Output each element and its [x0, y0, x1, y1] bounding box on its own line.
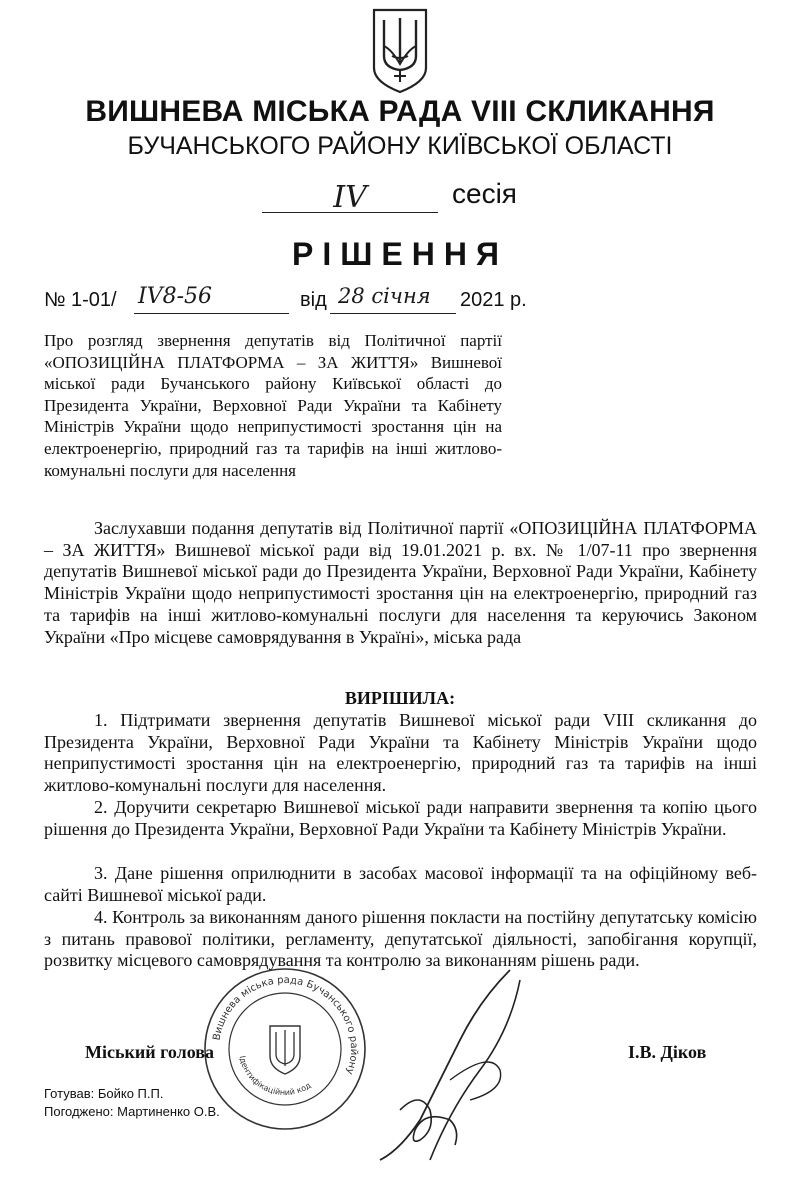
resolution-item-text: 3. Дане рішення оприлюднити в засобах масової інформації та на офіційному веб-сайті Вишневої міської ради.	[44, 863, 757, 905]
resolution-item-text: 4. Контроль за виконанням даного рішення покласти на постійну депутатську комісію з питань правової політики, регламенту, депутатської діяльності, запобігання корупції, розвитку місцевого самоврядування та контролю за виконанням рішень ради.	[44, 907, 757, 971]
resolution-item	[44, 710, 757, 797]
date-underline	[330, 313, 456, 314]
session-number-handwritten: IV	[333, 180, 367, 215]
resolution-item-text: 2. Доручити секретарю Вишневої міської ради направити звернення та копію цього рішення до Президента України, Верховної Ради України та Кабінету Міністрів України.	[44, 797, 757, 839]
date-prefix: від	[300, 289, 327, 311]
date-year: 2021 р.	[460, 289, 527, 311]
coat-of-arms-icon	[368, 6, 432, 94]
resolution-item	[44, 797, 757, 840]
signature-icon	[360, 960, 540, 1180]
mayor-title: Міський голова	[85, 1042, 214, 1062]
agreed-by: Погоджено: Мартиненко О.В.	[44, 1104, 220, 1119]
session-label: сесія	[452, 178, 517, 209]
date-handwritten: 28 січня	[338, 284, 431, 308]
council-title: ВИШНЕВА МІСЬКА РАДА VIII СКЛИКАННЯ	[85, 95, 715, 128]
preamble-paragraph	[44, 518, 757, 648]
svg-text:Вишнева міська рада Бучанськог: Вишнева міська рада Бучанського району	[211, 974, 360, 1076]
decision-number-prefix: № 1-01/	[44, 289, 117, 311]
prepared-by: Готував: Бойко П.П.	[44, 1086, 164, 1101]
resolution-item-text: 1. Підтримати звернення депутатів Вишневої міської ради VIII скликання до Президента України, Верховної Ради України та Кабінету Міністрів України щодо неприпустимості зростання цін на електроенергію, природний газ та тарифів на інші житлово-комунальні послуги для населення.	[44, 710, 757, 796]
resolved-heading: ВИРІШИЛА:	[344, 688, 456, 708]
preamble-text: Заслухавши подання депутатів від Політичної партії «ОПОЗИЦІЙНА ПЛАТФОРМА – ЗА ЖИТТЯ» Вишневої міської ради від 19.01.2021 р. вх. № 1/07-11 про звернення депутатів Вишневої міської ради до Президента України, Верховної Ради України, Кабінету Міністрів України щодо неприпустимості зростання цін на електроенергію, природний газ та тарифів на інші житлово-комунальні послуги для населення та керуючись Законом України «Про місцеве самоврядування в Україні», міська рада	[44, 518, 757, 647]
mayor-name: І.В. Діков	[628, 1042, 707, 1062]
decision-title: РІШЕННЯ	[292, 236, 508, 272]
svg-text:Ідентифікаційний код: Ідентифікаційний код	[237, 1054, 313, 1098]
resolution-item	[44, 863, 757, 906]
decision-subject: Про розгляд звернення депутатів від Політичної партії «ОПОЗИЦІЙНА ПЛАТФОРМА – ЗА ЖИТТЯ» Вишневої міської ради Бучанського району Київської області до Президента України, Верховної Ради України та Кабінету Міністрів України щодо неприпустимості зростання цін на електроенергію, природний газ та тарифів на інші житлово-комунальні послуги для населення	[44, 331, 502, 480]
session-number-underline	[262, 212, 438, 213]
decision-number-underline	[134, 313, 289, 314]
official-stamp-icon	[200, 964, 370, 1134]
decision-number-handwritten: IV8-56	[138, 284, 213, 309]
council-subtitle: БУЧАНСЬКОГО РАЙОНУ КИЇВСЬКОЇ ОБЛАСТІ	[127, 132, 673, 160]
